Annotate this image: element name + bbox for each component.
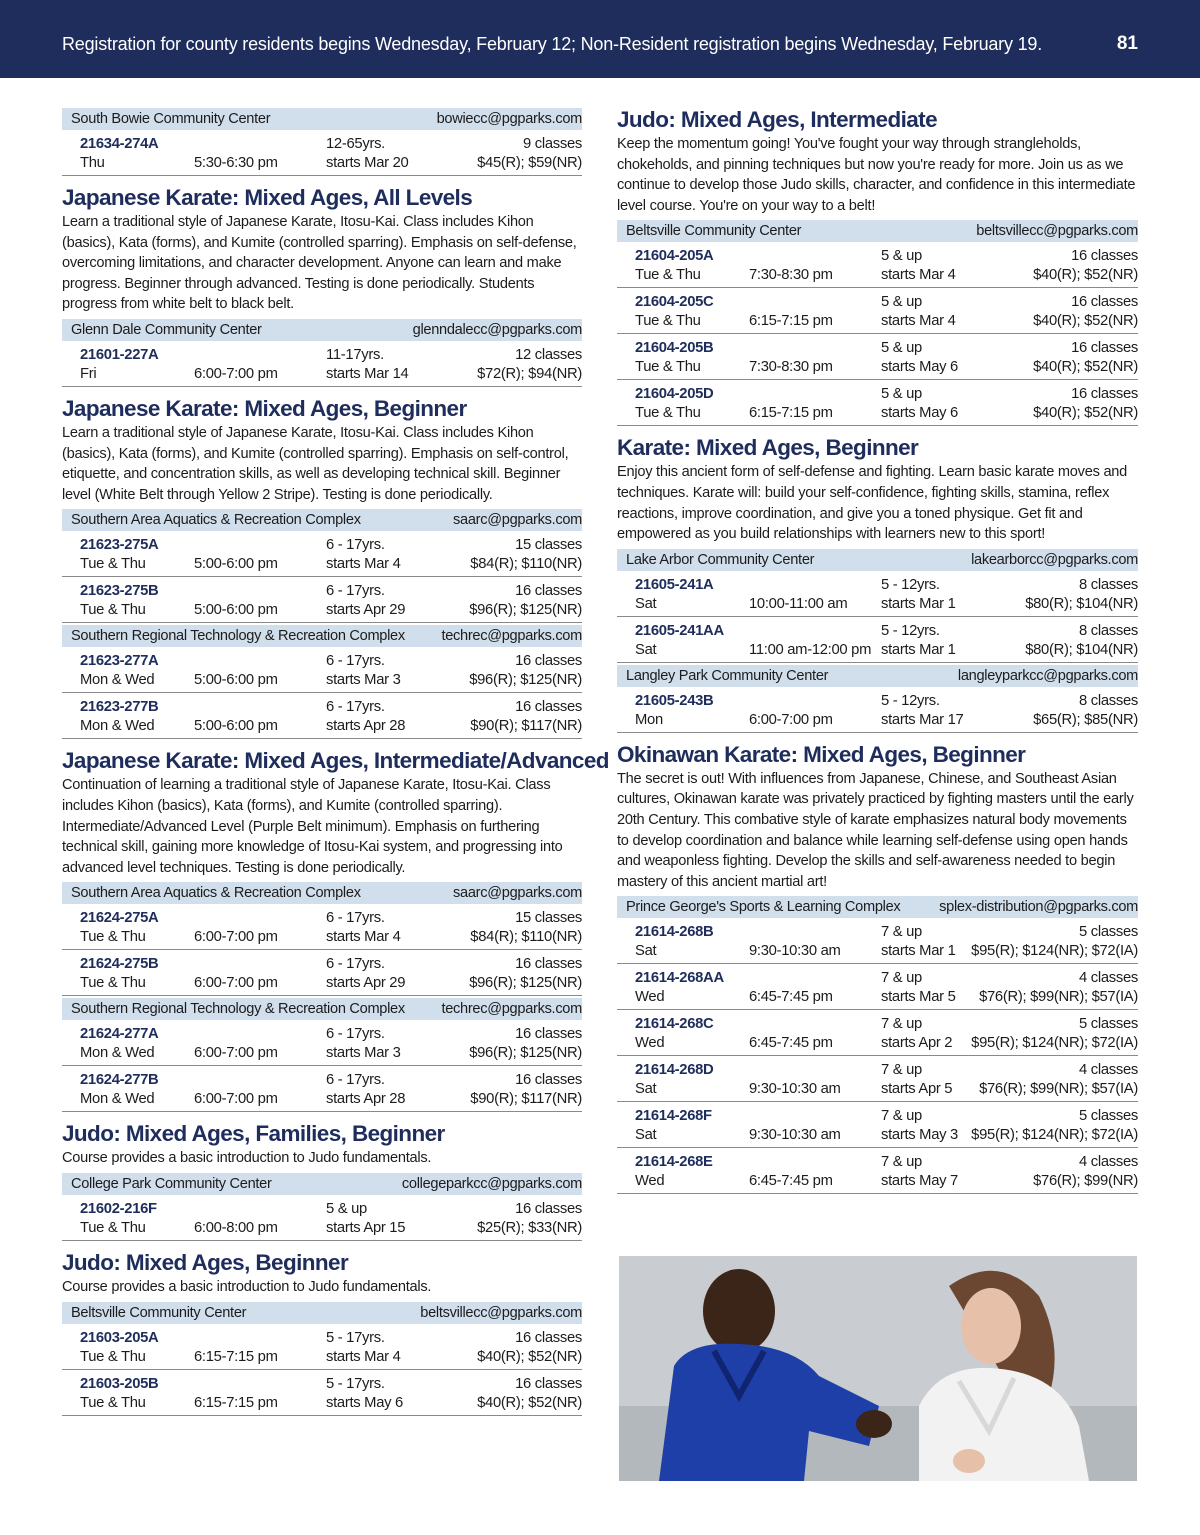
class-section xyxy=(62,184,582,387)
start-date: starts Mar 1 xyxy=(881,641,956,658)
page-number: 81 xyxy=(1116,33,1138,54)
class-fee: $96(R); $125(NR) xyxy=(469,602,582,619)
course-code: 21623-275B xyxy=(80,583,159,600)
class-time: 7:30-8:30 pm xyxy=(749,359,833,376)
location-name: Glenn Dale Community Center xyxy=(71,321,262,338)
class-days: Wed xyxy=(635,1035,665,1052)
section-title: Karate: Mixed Ages, Beginner xyxy=(617,435,919,461)
age-range: 5 & up xyxy=(881,386,922,403)
class-time: 6:15-7:15 pm xyxy=(194,1394,278,1411)
class-days: Wed xyxy=(635,1173,665,1190)
class-time: 6:15-7:15 pm xyxy=(749,313,833,330)
class-fee: $76(R); $99(NR); $57(IA) xyxy=(979,1081,1138,1098)
age-range: 6 - 17yrs. xyxy=(326,583,385,600)
section-title: Judo: Mixed Ages, Intermediate xyxy=(617,107,937,132)
start-date: starts Mar 17 xyxy=(881,711,964,728)
class-count: 4 classes xyxy=(1079,1154,1138,1171)
class-row xyxy=(617,288,1138,334)
course-code: 21614-268F xyxy=(635,1108,712,1125)
class-row xyxy=(617,1010,1138,1056)
course-code: 21614-268B xyxy=(635,924,714,941)
class-section xyxy=(62,1120,582,1241)
class-days: Mon & Wed xyxy=(80,672,155,689)
class-row xyxy=(62,1370,582,1416)
class-days: Tue & Thu xyxy=(635,313,701,330)
class-fee: $65(R); $85(NR) xyxy=(1033,711,1138,728)
location-name: Lake Arbor Community Center xyxy=(626,551,815,568)
location-name: Southern Area Aquatics & Recreation Complex xyxy=(71,885,361,902)
class-fee: $40(R); $52(NR) xyxy=(477,1394,582,1411)
start-date: starts Mar 20 xyxy=(326,155,409,171)
location-header xyxy=(617,549,1138,571)
class-days: Tue & Thu xyxy=(80,1394,146,1411)
left-column xyxy=(62,106,609,1424)
class-row xyxy=(62,904,582,950)
age-range: 7 & up xyxy=(881,1154,922,1171)
location-email: techrec@pgparks.com xyxy=(441,1001,582,1018)
start-date: starts May 3 xyxy=(881,1127,958,1144)
class-count: 15 classes xyxy=(515,910,582,927)
class-time: 6:00-7:00 pm xyxy=(194,975,278,992)
course-code: 21603-205A xyxy=(80,1329,159,1346)
class-count: 16 classes xyxy=(515,1329,582,1346)
class-count: 16 classes xyxy=(1071,294,1138,311)
class-fee: $96(R); $125(NR) xyxy=(469,672,582,689)
class-fee: $25(R); $33(NR) xyxy=(477,1219,582,1236)
section-description: Learn a traditional style of Japanese Karate, Itosu-Kai. Class includes Kihon (basics), Kata (forms), and Kumite (controlled sparring). Emphasis on self-control, etiquette, and concentration skills, as well as developing technical skill. Beginner level (White Belt through Yellow 2 Stripe). Testing is done periodically. xyxy=(62,424,569,503)
course-code: 21602-216F xyxy=(80,1200,157,1217)
class-row xyxy=(62,130,582,176)
location-header xyxy=(62,319,582,341)
class-fee: $80(R); $104(NR) xyxy=(1025,595,1138,612)
class-row xyxy=(617,1148,1138,1194)
class-count: 9 classes xyxy=(523,136,582,152)
class-fee: $40(R); $52(NR) xyxy=(1033,359,1138,376)
course-code: 21614-268D xyxy=(635,1062,714,1079)
age-range: 6 - 17yrs. xyxy=(326,1026,385,1043)
class-section xyxy=(617,106,1138,426)
section-title: Japanese Karate: Mixed Ages, All Levels xyxy=(62,185,473,210)
start-date: starts Mar 1 xyxy=(881,595,956,612)
class-row xyxy=(617,242,1138,288)
age-range: 5 & up xyxy=(881,294,922,311)
course-code: 21605-243B xyxy=(635,692,714,709)
course-code: 21604-205C xyxy=(635,294,714,311)
location-name: Beltsville Community Center xyxy=(626,223,802,240)
class-row xyxy=(62,1195,582,1241)
start-date: starts Mar 1 xyxy=(881,943,956,960)
section-title: Japanese Karate: Mixed Ages, Beginner xyxy=(62,395,467,421)
page-header xyxy=(0,0,1200,78)
class-time: 9:30-10:30 am xyxy=(749,1127,841,1144)
course-code: 21605-241AA xyxy=(635,622,724,639)
class-time: 5:00-6:00 pm xyxy=(194,556,278,573)
age-range: 5 - 17yrs. xyxy=(326,1375,385,1392)
start-date: starts Apr 2 xyxy=(881,1035,953,1052)
class-days: Tue & Thu xyxy=(80,975,146,992)
location-header xyxy=(62,1302,582,1324)
class-count: 4 classes xyxy=(1079,1062,1138,1079)
course-code: 21634-274A xyxy=(80,136,159,152)
age-range: 7 & up xyxy=(881,1062,922,1079)
course-code: 21624-275A xyxy=(80,910,159,927)
class-fee: $80(R); $104(NR) xyxy=(1025,641,1138,658)
class-count: 16 classes xyxy=(515,956,582,973)
age-range: 5 & up xyxy=(881,248,922,265)
class-time: 6:15-7:15 pm xyxy=(749,405,833,422)
class-count: 8 classes xyxy=(1079,576,1138,593)
class-row xyxy=(62,1066,582,1112)
class-days: Sat xyxy=(635,1081,657,1098)
class-fee: $40(R); $52(NR) xyxy=(1033,405,1138,422)
class-count: 16 classes xyxy=(1071,386,1138,403)
class-time: 9:30-10:30 am xyxy=(749,1081,841,1098)
class-days: Tue & Thu xyxy=(635,267,701,284)
location-header xyxy=(62,882,582,904)
age-range: 5 & up xyxy=(326,1200,367,1217)
class-time: 5:00-6:00 pm xyxy=(194,602,278,619)
class-days: Tue & Thu xyxy=(80,602,146,619)
class-time: 6:00-7:00 pm xyxy=(749,711,833,728)
start-date: starts May 7 xyxy=(881,1173,958,1190)
start-date: starts Mar 3 xyxy=(326,672,401,689)
class-fee: $90(R); $117(NR) xyxy=(470,718,582,735)
location-name: College Park Community Center xyxy=(71,1175,272,1192)
age-range: 6 - 17yrs. xyxy=(326,537,385,554)
age-range: 7 & up xyxy=(881,924,922,941)
location-name: Beltsville Community Center xyxy=(71,1304,247,1321)
course-code: 21623-277B xyxy=(80,699,159,716)
class-row xyxy=(617,918,1138,964)
start-date: starts Mar 5 xyxy=(881,989,956,1006)
class-days: Fri xyxy=(80,365,97,382)
start-date: starts Mar 4 xyxy=(881,267,956,284)
class-count: 16 classes xyxy=(515,1072,582,1089)
class-fee: $90(R); $117(NR) xyxy=(470,1091,582,1108)
course-code: 21623-277A xyxy=(80,653,159,670)
location-name: Southern Regional Technology & Recreation Complex xyxy=(71,628,405,645)
section-description: Course provides a basic introduction to Judo fundamentals. xyxy=(62,1278,432,1295)
location-header xyxy=(62,998,582,1020)
right-column xyxy=(617,106,1138,1202)
class-row xyxy=(62,950,582,996)
class-count: 16 classes xyxy=(1071,340,1138,357)
class-row xyxy=(617,334,1138,380)
location-header xyxy=(62,625,582,647)
class-row xyxy=(617,571,1138,617)
class-fee: $40(R); $52(NR) xyxy=(477,1348,582,1365)
class-time: 5:00-6:00 pm xyxy=(194,718,278,735)
class-fee: $40(R); $52(NR) xyxy=(1033,267,1138,284)
class-fee: $84(R); $110(NR) xyxy=(470,556,582,573)
class-count: 16 classes xyxy=(515,699,582,716)
class-section xyxy=(62,1249,582,1416)
class-row xyxy=(62,1324,582,1370)
location-header xyxy=(617,665,1138,687)
judo-photo xyxy=(619,1256,1137,1481)
class-count: 16 classes xyxy=(1071,248,1138,265)
location-name: Prince George's Sports & Learning Complex xyxy=(626,899,901,916)
location-header xyxy=(62,108,582,130)
location-header xyxy=(62,1173,582,1195)
start-date: starts May 6 xyxy=(326,1394,403,1411)
judo-photo-illustration xyxy=(619,1256,1137,1481)
class-count: 5 classes xyxy=(1079,924,1138,941)
class-days: Mon & Wed xyxy=(80,1045,155,1062)
class-section xyxy=(62,108,582,176)
location-email: saarc@pgparks.com xyxy=(453,885,582,902)
class-time: 9:30-10:30 am xyxy=(749,943,841,960)
class-fee: $95(R); $124(NR); $72(IA) xyxy=(971,943,1138,960)
location-email: collegeparkcc@pgparks.com xyxy=(401,1175,582,1192)
class-row xyxy=(617,617,1138,663)
class-fee: $95(R); $124(NR); $72(IA) xyxy=(971,1127,1138,1144)
location-email: bowiecc@pgparks.com xyxy=(436,111,582,127)
class-time: 6:45-7:45 pm xyxy=(749,1035,833,1052)
class-time: 6:45-7:45 pm xyxy=(749,989,833,1006)
location-email: beltsvillecc@pgparks.com xyxy=(976,223,1138,240)
class-count: 8 classes xyxy=(1079,622,1138,639)
class-fee: $84(R); $110(NR) xyxy=(470,929,582,946)
class-fee: $76(R); $99(NR) xyxy=(1033,1173,1138,1190)
start-date: starts May 6 xyxy=(881,359,958,376)
section-description: Enjoy this ancient form of self-defense and fighting. Learn basic karate moves and techniques. Karate will: build your self-confidence, fighting skills, stamina, reflex reactions, improve coordination, and give you a toned physique. Get fit and empowered as you build relationships with learners new to this sport! xyxy=(617,464,1128,543)
location-header xyxy=(617,896,1138,918)
class-fee: $40(R); $52(NR) xyxy=(1033,313,1138,330)
section-title: Judo: Mixed Ages, Beginner xyxy=(62,1249,349,1275)
class-days: Thu xyxy=(80,155,105,171)
course-code: 21624-275B xyxy=(80,956,159,973)
class-time: 7:30-8:30 pm xyxy=(749,267,833,284)
location-name: Southern Regional Technology & Recreation Complex xyxy=(71,1001,405,1018)
class-time: 5:30-6:30 pm xyxy=(194,155,278,171)
section-title: Japanese Karate: Mixed Ages, Intermediate/Advanced xyxy=(62,748,609,774)
section-title: Judo: Mixed Ages, Families, Beginner xyxy=(62,1121,445,1147)
start-date: starts Mar 3 xyxy=(326,1045,401,1062)
class-count: 16 classes xyxy=(515,1200,582,1217)
course-code: 21604-205B xyxy=(635,340,714,357)
class-row xyxy=(62,1020,582,1066)
class-time: 6:00-7:00 pm xyxy=(194,1045,278,1062)
class-time: 6:00-7:00 pm xyxy=(194,1091,278,1108)
age-range: 5 - 12yrs. xyxy=(881,622,940,639)
class-days: Mon xyxy=(635,711,663,728)
course-code: 21624-277A xyxy=(80,1026,159,1043)
class-time: 6:15-7:15 pm xyxy=(194,1348,278,1365)
class-time: 6:00-7:00 pm xyxy=(194,365,278,382)
class-time: 5:00-6:00 pm xyxy=(194,672,278,689)
age-range: 5 & up xyxy=(881,340,922,357)
class-row xyxy=(62,647,582,693)
course-code: 21604-205A xyxy=(635,248,714,265)
age-range: 5 - 17yrs. xyxy=(326,1329,385,1346)
class-count: 8 classes xyxy=(1079,692,1138,709)
location-email: techrec@pgparks.com xyxy=(441,628,582,645)
section-title: Okinawan Karate: Mixed Ages, Beginner xyxy=(617,741,1026,767)
class-days: Sat xyxy=(635,1127,657,1144)
start-date: starts Mar 4 xyxy=(326,556,401,573)
course-code: 21614-268C xyxy=(635,1016,714,1033)
age-range: 6 - 17yrs. xyxy=(326,699,385,716)
class-days: Tue & Thu xyxy=(80,929,146,946)
section-description: Continuation of learning a traditional style of Japanese Karate, Itosu-Kai. Class includes Kihon (basics), Kata (forms), and Kumite (controlled sparring). Intermediate/Advanced Level (Purple Belt minimum). Emphasis on furthering technical skill, gaining more knowledge of Itosu-Kai system, and progressing into advanced level techniques. Testing is done periodically. xyxy=(62,777,563,876)
class-section xyxy=(617,741,1138,1195)
class-time: 10:00-11:00 am xyxy=(749,595,848,612)
start-date: starts Mar 4 xyxy=(881,313,956,330)
course-code: 21623-275A xyxy=(80,537,159,554)
section-description: Course provides a basic introduction to Judo fundamentals. xyxy=(62,1150,432,1167)
location-header xyxy=(617,220,1138,242)
class-days: Tue & Thu xyxy=(80,1348,146,1365)
location-email: langleyparkcc@pgparks.com xyxy=(957,667,1138,684)
class-time: 6:00-7:00 pm xyxy=(194,929,278,946)
class-count: 5 classes xyxy=(1079,1108,1138,1125)
age-range: 7 & up xyxy=(881,970,922,987)
class-row xyxy=(62,531,582,577)
start-date: starts Mar 14 xyxy=(326,365,409,382)
course-code: 21605-241A xyxy=(635,576,714,593)
class-row xyxy=(62,341,582,387)
age-range: 6 - 17yrs. xyxy=(326,1072,385,1089)
registration-notice: Registration for county residents begins Wednesday, February 12; Non-Resident registration begins Wednesday, February 19. xyxy=(62,34,1043,54)
age-range: 7 & up xyxy=(881,1016,922,1033)
class-row xyxy=(62,693,582,739)
class-count: 16 classes xyxy=(515,1026,582,1043)
location-email: saarc@pgparks.com xyxy=(453,512,582,529)
location-name: South Bowie Community Center xyxy=(71,111,271,127)
class-count: 15 classes xyxy=(515,537,582,554)
location-name: Langley Park Community Center xyxy=(626,667,829,684)
class-days: Tue & Thu xyxy=(80,1219,146,1236)
class-fee: $45(R); $59(NR) xyxy=(477,155,582,171)
class-fee: $96(R); $125(NR) xyxy=(469,1045,582,1062)
age-range: 7 & up xyxy=(881,1108,922,1125)
class-section xyxy=(62,747,609,1112)
age-range: 6 - 17yrs. xyxy=(326,653,385,670)
class-fee: $76(R); $99(NR); $57(IA) xyxy=(979,989,1138,1006)
location-email: glenndalecc@pgparks.com xyxy=(412,321,582,338)
start-date: starts Apr 15 xyxy=(326,1219,406,1236)
class-section xyxy=(617,434,1138,732)
age-range: 5 - 12yrs. xyxy=(881,692,940,709)
class-days: Tue & Thu xyxy=(80,556,146,573)
age-range: 12-65yrs. xyxy=(326,136,385,152)
class-row xyxy=(62,577,582,623)
start-date: starts Mar 4 xyxy=(326,1348,401,1365)
class-time: 11:00 am-12:00 pm xyxy=(749,641,872,658)
class-count: 12 classes xyxy=(515,346,582,363)
class-count: 5 classes xyxy=(1079,1016,1138,1033)
age-range: 11-17yrs. xyxy=(326,346,384,363)
class-days: Sat xyxy=(635,641,657,658)
course-code: 21604-205D xyxy=(635,386,714,403)
location-header xyxy=(62,509,582,531)
section-description: The secret is out! With influences from Japanese, Chinese, and Southeast Asian cultures, Okinawan karate was privately practiced by fighting masters until the early 20th Century. This combative style of karate emphasizes natural body movements to develop coordination and balance while learning self-defense using open hands and weaponless fighting. Develop the skills and self-awareness needed to begin mastery of this ancient martial art! xyxy=(617,770,1134,890)
section-description: Keep the momentum going! You've fought your way through strangleholds, chokeholds, and pinning techniques but now you're ready for more. Join us as we continue to develop those Judo skills, character, and confidence in this intermediate level course. You're on your way to a belt! xyxy=(617,136,1136,214)
start-date: starts Apr 5 xyxy=(881,1081,953,1098)
class-section xyxy=(62,395,582,739)
class-days: Mon & Wed xyxy=(80,718,155,735)
start-date: starts Apr 28 xyxy=(326,1091,406,1108)
location-name: Southern Area Aquatics & Recreation Complex xyxy=(71,512,361,529)
location-email: beltsvillecc@pgparks.com xyxy=(420,1304,582,1321)
class-fee: $95(R); $124(NR); $72(IA) xyxy=(971,1035,1138,1052)
class-count: 4 classes xyxy=(1079,970,1138,987)
class-days: Wed xyxy=(635,989,665,1006)
course-code: 21624-277B xyxy=(80,1072,159,1089)
class-count: 16 classes xyxy=(515,1375,582,1392)
course-code: 21601-227A xyxy=(80,346,159,363)
start-date: starts Mar 4 xyxy=(326,929,401,946)
class-row xyxy=(617,964,1138,1010)
age-range: 5 - 12yrs. xyxy=(881,576,940,593)
location-email: lakearborcc@pgparks.com xyxy=(971,551,1138,568)
class-days: Sat xyxy=(635,943,657,960)
age-range: 6 - 17yrs. xyxy=(326,910,385,927)
start-date: starts May 6 xyxy=(881,405,958,422)
class-days: Mon & Wed xyxy=(80,1091,155,1108)
class-row xyxy=(617,687,1138,733)
start-date: starts Apr 29 xyxy=(326,602,406,619)
start-date: starts Apr 29 xyxy=(326,975,406,992)
class-time: 6:00-8:00 pm xyxy=(194,1219,278,1236)
class-row xyxy=(617,1102,1138,1148)
age-range: 6 - 17yrs. xyxy=(326,956,385,973)
class-row xyxy=(617,1056,1138,1102)
start-date: starts Apr 28 xyxy=(326,718,406,735)
course-code: 21614-268AA xyxy=(635,970,724,987)
location-email: splex-distribution@pgparks.com xyxy=(939,899,1138,916)
class-row xyxy=(617,380,1138,426)
class-fee: $72(R); $94(NR) xyxy=(477,365,582,382)
course-code: 21603-205B xyxy=(80,1375,159,1392)
class-days: Tue & Thu xyxy=(635,359,701,376)
course-code: 21614-268E xyxy=(635,1154,713,1171)
class-time: 6:45-7:45 pm xyxy=(749,1173,833,1190)
class-count: 16 classes xyxy=(515,583,582,600)
section-description: Learn a traditional style of Japanese Karate, Itosu-Kai. Class includes Kihon (basics), Kata (forms), and Kumite (controlled sparring). Emphasis on self-defense, overcoming limitations, and character development. Anyone can learn and make progress. Beginner through advanced. Testing is done periodically. Students progress from white belt to black belt. xyxy=(62,214,577,313)
class-fee: $96(R); $125(NR) xyxy=(469,975,582,992)
class-days: Sat xyxy=(635,595,657,612)
class-days: Tue & Thu xyxy=(635,405,701,422)
class-count: 16 classes xyxy=(515,653,582,670)
